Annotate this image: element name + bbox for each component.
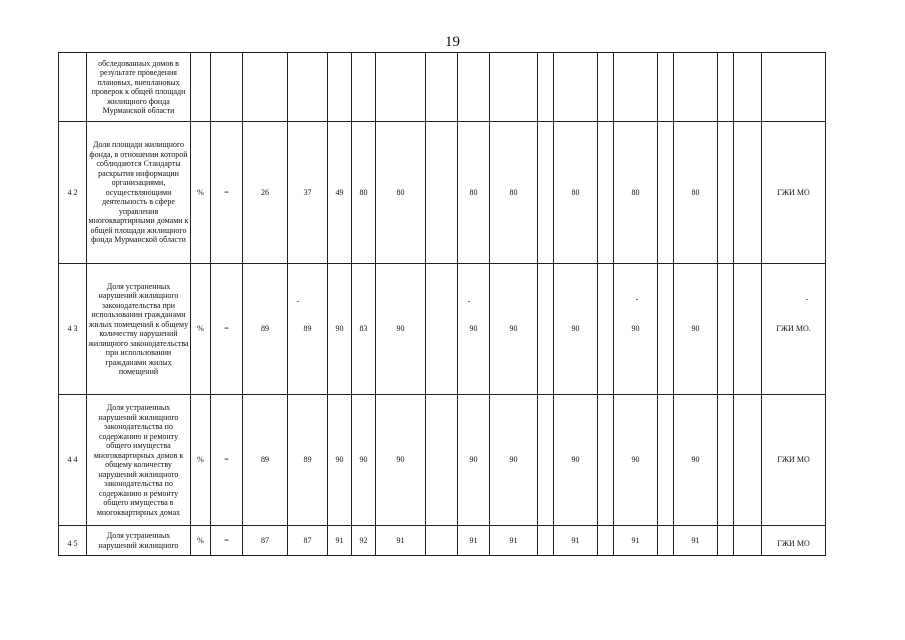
- indicator-description: Доля устраненных нарушений жилищного: [87, 526, 191, 556]
- value: 80: [376, 122, 426, 264]
- sign: =: [211, 526, 243, 556]
- value: 90: [554, 264, 598, 395]
- value: 80: [674, 122, 718, 264]
- page-number: 19: [445, 34, 460, 50]
- value: 89: [243, 395, 288, 526]
- table-row: [59, 526, 826, 556]
- table-row: [59, 53, 826, 122]
- responsible: ГЖИ МО.: [762, 264, 826, 395]
- responsible: ГЖИ МО: [762, 122, 826, 264]
- value: 26: [243, 122, 288, 264]
- scan-speck: [297, 301, 299, 302]
- value: 90: [458, 395, 490, 526]
- value: 89: [243, 264, 288, 395]
- unit: %: [191, 395, 211, 526]
- row-number: 4 3: [59, 264, 87, 395]
- value: 90: [614, 395, 658, 526]
- value: 87: [288, 526, 328, 556]
- unit: %: [191, 526, 211, 556]
- value: 83: [352, 264, 376, 395]
- indicator-description: Доля устраненных нарушений жилищного законодательства по содержанию и ремонту общего имущества многоквартирных домов к общему количеству нарушений жилищного законодательства по содержанию и ремонту общего имущества в многоквартирных домах: [87, 395, 191, 526]
- unit: %: [191, 122, 211, 264]
- value: 90: [328, 395, 352, 526]
- responsible: ГЖИ МО: [762, 526, 826, 556]
- value: 90: [490, 395, 538, 526]
- value: 91: [490, 526, 538, 556]
- unit: %: [191, 264, 211, 395]
- responsible: ГЖИ МО: [762, 395, 826, 526]
- value: 80: [614, 122, 658, 264]
- scan-speck: [636, 299, 638, 300]
- value: 80: [490, 122, 538, 264]
- value: 89: [288, 264, 328, 395]
- value: 80: [554, 122, 598, 264]
- value: 90: [614, 264, 658, 395]
- value: 92: [352, 526, 376, 556]
- indicator-description: Доля устраненных нарушений жилищного законодательства при использовании гражданами жилых помещений к общему количеству нарушений жилищного законодательства при использовании гражданами жилых помещений: [87, 264, 191, 395]
- row-number: 4 2: [59, 122, 87, 264]
- value: 91: [674, 526, 718, 556]
- value: 80: [352, 122, 376, 264]
- table-row: [59, 122, 826, 264]
- value: 90: [458, 264, 490, 395]
- value: 90: [674, 264, 718, 395]
- value: 90: [376, 264, 426, 395]
- value: 49: [328, 122, 352, 264]
- row-number: 4 5: [59, 526, 87, 556]
- table-row: [59, 395, 826, 526]
- value: 91: [614, 526, 658, 556]
- value: 90: [554, 395, 598, 526]
- value: 87: [243, 526, 288, 556]
- sign: =: [211, 395, 243, 526]
- sign: =: [211, 264, 243, 395]
- value: 91: [328, 526, 352, 556]
- scan-speck: [806, 299, 808, 300]
- row-number: 4 4: [59, 395, 87, 526]
- value: 91: [458, 526, 490, 556]
- table-row: [59, 264, 826, 395]
- scan-speck: [468, 301, 470, 302]
- value: 37: [288, 122, 328, 264]
- value: 90: [376, 395, 426, 526]
- sign: =: [211, 122, 243, 264]
- value: 90: [352, 395, 376, 526]
- cell-num: [59, 53, 87, 122]
- value: 80: [458, 122, 490, 264]
- indicators-table: [58, 52, 826, 556]
- value: 90: [490, 264, 538, 395]
- value: 91: [554, 526, 598, 556]
- indicator-description: Доля площади жилищного фонда, в отношении которой соблюдаются Стандарты раскрытия информации организациями, осуществляющими деятельность в сфере управления многоквартирными домами к общей площади жилищного фонда Мурманской области: [87, 122, 191, 264]
- value: 90: [674, 395, 718, 526]
- value: 90: [328, 264, 352, 395]
- indicator-description: обследованных домов в результате проведения плановых, внеплановых проверок к общей площади жилищного фонда Мурманской области: [87, 53, 191, 122]
- value: 89: [288, 395, 328, 526]
- value: 91: [376, 526, 426, 556]
